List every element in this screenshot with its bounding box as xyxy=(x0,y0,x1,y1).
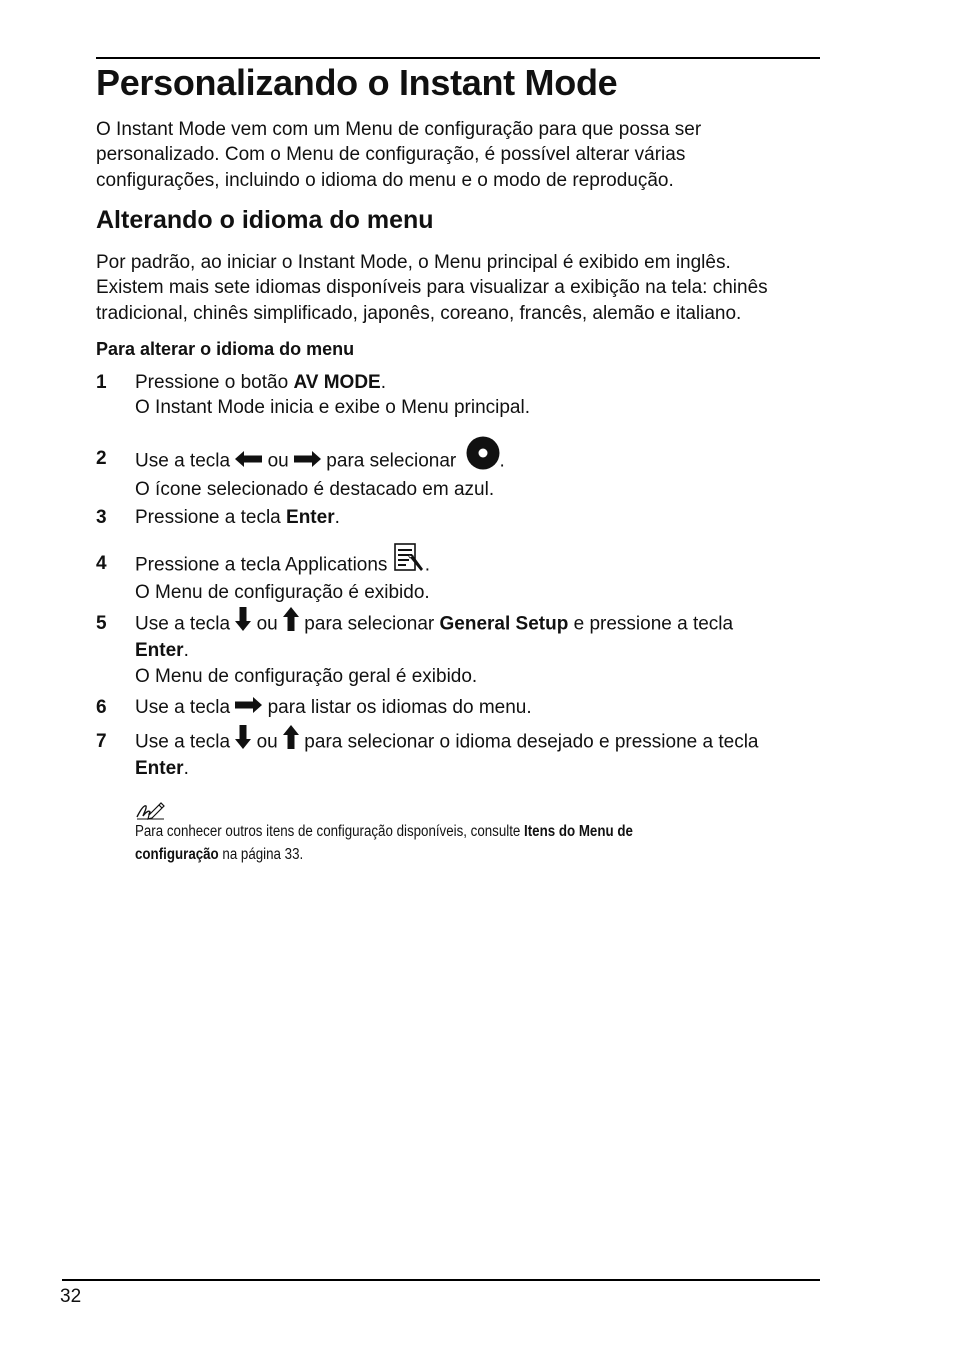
text: Use a tecla xyxy=(135,731,236,753)
step-instruction xyxy=(135,370,825,395)
section-line: tradicional, chinês simplificado, japonês, coreano, francês, alemão e italiano. xyxy=(96,302,742,324)
step-instruction-cont xyxy=(135,756,825,781)
text: . xyxy=(183,640,189,662)
intro-line: configurações, incluindo o idioma do menu e o modo de reprodução. xyxy=(96,169,674,191)
page-title: Personalizando o Instant Mode xyxy=(96,62,618,103)
text: Use a tecla xyxy=(135,450,236,472)
key-name: AV MODE xyxy=(293,372,381,393)
section-title: Alterando o idioma do menu xyxy=(96,206,434,234)
text: Pressione o botão xyxy=(135,372,294,393)
intro-line: O Instant Mode vem com um Menu de configuração para que possa ser xyxy=(96,119,702,140)
menu-item-name: General Setup xyxy=(439,613,569,635)
step-instruction xyxy=(135,505,825,530)
text: para selecionar o idioma desejado e pressione a tecla xyxy=(299,731,759,753)
text: Pressione a tecla Applications xyxy=(135,554,393,576)
procedure-title: Para alterar o idioma do menu xyxy=(96,339,355,359)
text: . xyxy=(183,758,189,780)
text: . xyxy=(424,554,430,576)
down-arrow-key-icon xyxy=(235,611,251,638)
text: ou xyxy=(262,450,295,472)
step-instruction xyxy=(135,695,825,721)
text: para listar os idiomas do menu. xyxy=(262,697,532,718)
top-rule xyxy=(96,57,820,59)
key-name: Enter xyxy=(135,640,184,662)
step-number: 3 xyxy=(96,507,107,528)
text: ou xyxy=(251,613,284,635)
step-result: O ícone selecionado é destacado em azul. xyxy=(135,479,495,501)
up-arrow-key-icon xyxy=(283,729,299,756)
step-instruction xyxy=(135,446,825,477)
cross-reference: Itens do Menu de xyxy=(524,823,633,840)
note-text xyxy=(135,820,771,866)
text: Use a tecla xyxy=(135,613,236,635)
right-arrow-key-icon xyxy=(235,695,262,720)
applications-key-icon xyxy=(393,551,425,580)
text: . xyxy=(380,372,386,393)
step-result: O Instant Mode inicia e exibe o Menu principal. xyxy=(135,397,530,419)
section-line: Por padrão, ao iniciar o Instant Mode, o Menu principal é exibido em inglês. xyxy=(96,252,731,273)
text: . xyxy=(499,450,505,472)
step-number: 5 xyxy=(96,613,107,634)
text: ou xyxy=(251,731,284,753)
text: e pressione a tecla xyxy=(568,613,734,635)
section-paragraph xyxy=(96,250,826,326)
left-arrow-key-icon xyxy=(235,449,262,474)
text: Use a tecla xyxy=(135,697,236,718)
text: para selecionar xyxy=(299,613,440,635)
text: Pressione a tecla xyxy=(135,507,287,528)
down-arrow-key-icon xyxy=(235,729,251,756)
disc-icon xyxy=(466,446,500,477)
page-number: 32 xyxy=(60,1286,82,1307)
text: na página 33. xyxy=(218,846,304,863)
step-instruction-cont xyxy=(135,638,825,663)
section-line: Existem mais sete idiomas disponíveis para visualizar a exibição na tela: chinês xyxy=(96,277,768,299)
step-result: O Menu de configuração geral é exibido. xyxy=(135,665,478,687)
cross-reference: configuração xyxy=(135,846,219,863)
step-number: 2 xyxy=(96,448,107,469)
intro-line: personalizado. Com o Menu de configuração, é possível alterar várias xyxy=(96,144,686,166)
right-arrow-key-icon xyxy=(294,449,321,474)
step-number: 7 xyxy=(96,731,107,752)
bottom-rule xyxy=(62,1279,820,1281)
text: Para conhecer outros itens de configuração disponíveis, consulte xyxy=(135,823,525,840)
step-number: 1 xyxy=(96,372,107,393)
text: . xyxy=(334,507,340,528)
key-name: Enter xyxy=(135,758,184,780)
step-instruction xyxy=(135,729,825,756)
step-instruction xyxy=(135,611,825,638)
step-number: 6 xyxy=(96,697,107,718)
up-arrow-key-icon xyxy=(283,611,299,638)
intro-paragraph xyxy=(96,117,816,193)
step-instruction xyxy=(135,551,825,580)
step-number: 4 xyxy=(96,553,107,574)
text: para selecionar xyxy=(321,450,462,472)
key-name: Enter xyxy=(286,507,335,528)
step-result: O Menu de configuração é exibido. xyxy=(135,582,430,604)
